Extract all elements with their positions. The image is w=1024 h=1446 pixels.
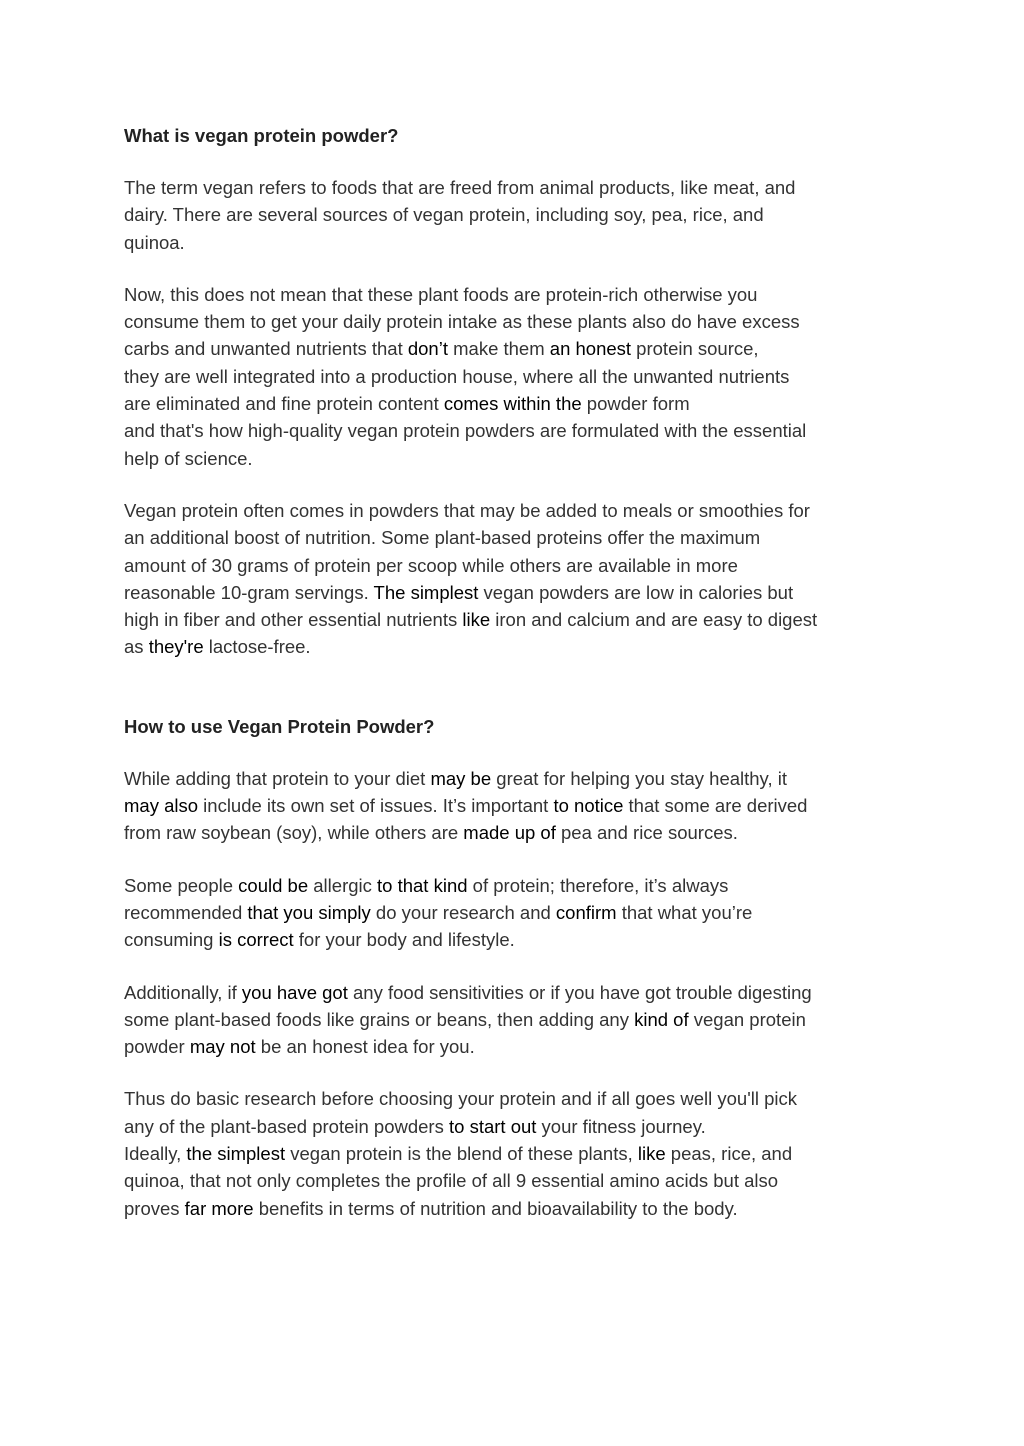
- text-line: [124, 281, 914, 308]
- text-line: [124, 926, 914, 953]
- highlighted-phrase: may not: [189, 1036, 256, 1058]
- text-segment: great for helping you stay healthy, it: [491, 767, 787, 789]
- text-segment: amount of 30 grams of protein per scoop while others are available in more: [124, 554, 738, 576]
- text-segment: powder: [124, 1036, 190, 1058]
- text-segment: that some are derived: [623, 795, 808, 817]
- highlighted-phrase: may also: [124, 795, 199, 817]
- text-segment: The term vegan refers to foods that are freed from animal products, like meat, and: [124, 177, 796, 198]
- text-line: [124, 201, 914, 228]
- text-line: [124, 229, 914, 256]
- text-line: [124, 417, 914, 444]
- text-line: [124, 1033, 914, 1060]
- text-segment: iron and calcium and are easy to digest: [490, 609, 818, 631]
- paragraph: [124, 872, 914, 954]
- text-line: [124, 552, 914, 579]
- text-segment: high in fiber and other essential nutrients: [124, 609, 463, 631]
- highlighted-phrase: confirm: [555, 901, 617, 923]
- text-segment: from raw soybean (soy), while others are: [124, 822, 464, 844]
- text-segment: make them: [447, 338, 550, 360]
- document-page: [124, 122, 914, 1222]
- paragraph: [124, 174, 914, 256]
- text-line: [124, 633, 914, 660]
- highlighted-phrase: don’t: [407, 338, 448, 360]
- text-segment: protein source,: [631, 338, 759, 360]
- text-segment: Additionally, if: [124, 981, 242, 1003]
- text-segment: Now, this does not mean that these plant foods are protein-rich otherwise you: [124, 283, 758, 305]
- text-line: [124, 1167, 914, 1194]
- highlighted-phrase: comes within the: [443, 393, 582, 415]
- highlighted-phrase: far more: [184, 1197, 254, 1219]
- paragraph: [124, 281, 914, 472]
- text-segment: lactose-free.: [203, 636, 311, 658]
- text-segment: Ideally,: [124, 1143, 187, 1165]
- text-segment: vegan powders are low in calories but: [478, 581, 794, 603]
- highlighted-phrase: The simplest: [373, 581, 479, 603]
- text-segment: pea and rice sources.: [555, 822, 738, 844]
- text-segment: Some people: [124, 874, 239, 896]
- text-line: [124, 497, 914, 524]
- text-segment: be an honest idea for you.: [255, 1036, 475, 1058]
- text-line: [124, 445, 914, 472]
- paragraph: [124, 979, 914, 1061]
- text-segment: that what you’re: [616, 901, 753, 923]
- paragraph: [124, 497, 914, 661]
- text-segment: of protein; therefore, it’s always: [467, 874, 729, 896]
- highlighted-phrase: like: [462, 609, 491, 631]
- highlighted-phrase: they're: [148, 636, 204, 658]
- text-segment: Vegan protein often comes in powders that may be added to meals or smoothies for: [124, 499, 810, 521]
- paragraph: [124, 1085, 914, 1221]
- section-heading: What is vegan protein powder?: [124, 125, 399, 146]
- paragraph: [124, 765, 914, 847]
- section-how-to-use: [124, 713, 914, 1222]
- text-segment: as: [124, 636, 149, 658]
- text-line: [124, 1195, 914, 1222]
- text-segment: any food sensitivities or if you have got trouble digesting: [347, 981, 812, 1003]
- text-segment: benefits in terms of nutrition and bioavailability to the body.: [253, 1197, 738, 1219]
- text-line: [124, 819, 914, 846]
- highlighted-phrase: the simplest: [186, 1143, 286, 1165]
- text-segment: an additional boost of nutrition. Some plant-based proteins offer the maximum: [124, 527, 761, 549]
- text-line: [124, 579, 914, 606]
- highlighted-phrase: to that kind: [377, 874, 468, 896]
- text-line: [124, 979, 914, 1006]
- text-segment: for your body and lifestyle.: [293, 929, 515, 951]
- text-segment: dairy. There are several sources of vegan protein, including soy, pea, rice, and: [124, 204, 764, 226]
- highlighted-phrase: made up of: [463, 822, 556, 844]
- text-segment: proves: [124, 1197, 185, 1219]
- text-line: [124, 390, 914, 417]
- text-segment: any of the plant-based protein powders: [124, 1115, 449, 1137]
- text-line: [124, 1113, 914, 1140]
- text-segment: quinoa, that not only completes the profile of all 9 essential amino acids but also: [124, 1170, 779, 1192]
- text-segment: allergic: [308, 874, 378, 896]
- text-segment: do your research and: [370, 901, 556, 923]
- text-segment: they are well integrated into a production house, where all the unwanted nutrients: [124, 365, 790, 387]
- text-line: [124, 765, 914, 792]
- highlighted-phrase: may be: [430, 767, 492, 789]
- text-segment: consume them to get your daily protein intake as these plants also do have excess: [124, 311, 800, 333]
- text-line: [124, 308, 914, 335]
- section-what-is: [124, 122, 914, 661]
- text-segment: consuming: [124, 929, 219, 951]
- text-line: [124, 1006, 914, 1033]
- text-segment: quinoa.: [124, 231, 185, 253]
- text-segment: help of science.: [124, 447, 253, 469]
- text-segment: vegan protein is the blend of these plants,: [285, 1143, 638, 1165]
- highlighted-phrase: you have got: [241, 981, 348, 1003]
- text-line: [124, 363, 914, 390]
- highlighted-phrase: kind of: [634, 1008, 689, 1030]
- text-segment: are eliminated and fine protein content: [124, 393, 444, 415]
- highlighted-phrase: that you simply: [247, 901, 371, 923]
- text-line: [124, 606, 914, 633]
- text-line: [124, 335, 914, 362]
- text-segment: include its own set of issues. It’s important: [198, 795, 554, 817]
- text-segment: carbs and unwanted nutrients that: [124, 338, 408, 360]
- text-segment: reasonable 10-gram servings.: [124, 581, 374, 603]
- highlighted-phrase: is correct: [218, 929, 294, 951]
- text-line: [124, 792, 914, 819]
- text-segment: vegan protein: [688, 1008, 806, 1030]
- text-segment: powder form: [581, 393, 690, 415]
- text-line: [124, 872, 914, 899]
- text-segment: your fitness journey.: [536, 1115, 706, 1137]
- text-segment: Thus do basic research before choosing your protein and if all goes well you'll pick: [124, 1088, 797, 1110]
- text-line: [124, 174, 914, 201]
- section-heading: How to use Vegan Protein Powder?: [124, 715, 435, 737]
- text-line: [124, 1085, 914, 1112]
- text-segment: some plant-based foods like grains or beans, then adding any: [124, 1008, 635, 1030]
- text-line: [124, 899, 914, 926]
- highlighted-phrase: an honest: [549, 338, 632, 360]
- text-segment: recommended: [124, 901, 248, 923]
- highlighted-phrase: to notice: [553, 795, 624, 817]
- text-segment: and that's how high-quality vegan protein powders are formulated with the essential: [124, 420, 807, 442]
- highlighted-phrase: could be: [238, 874, 309, 896]
- text-line: [124, 524, 914, 551]
- text-line: [124, 1140, 914, 1167]
- text-segment: peas, rice, and: [665, 1143, 793, 1165]
- highlighted-phrase: like: [637, 1143, 666, 1165]
- highlighted-phrase: to start out: [449, 1115, 537, 1137]
- text-segment: While adding that protein to your diet: [124, 767, 431, 789]
